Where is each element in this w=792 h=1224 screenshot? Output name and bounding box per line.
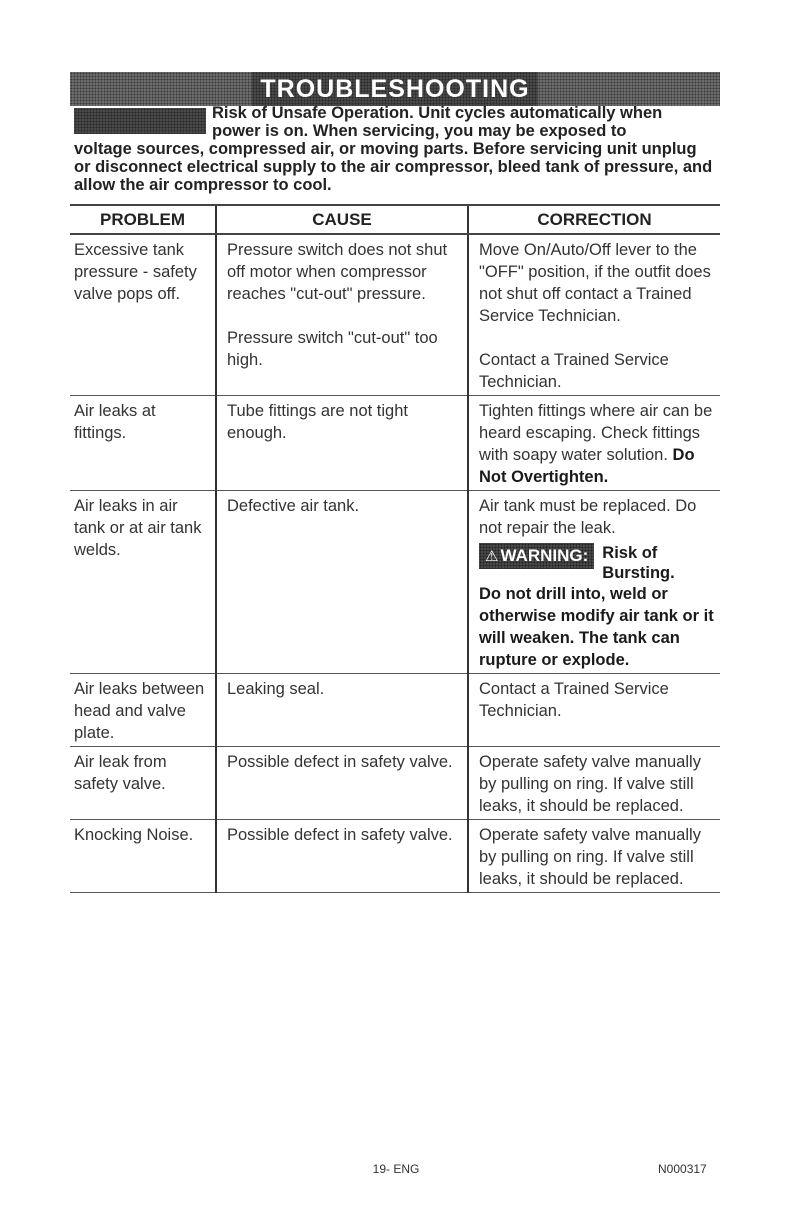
table-row	[70, 674, 720, 747]
intro-line-2: power is on. When servicing, you may be exposed to	[212, 122, 627, 140]
correction-cell: Contact a Trained Service Technician.	[468, 674, 720, 747]
correction-emphasis: Do Not Overtighten.	[479, 446, 695, 486]
warning-block	[479, 543, 716, 583]
problem-cell: Air leaks in air tank or at air tank welds.	[70, 491, 216, 674]
problem-cell: Air leaks at fittings.	[70, 396, 216, 491]
cause-text-secondary: Pressure switch "cut-out" too high.	[227, 329, 438, 369]
correction-text: Move On/Auto/Off lever to the "OFF" position, if the outfit does not shut off contact a Trained Service Technician.	[479, 241, 711, 325]
correction-cell	[468, 396, 720, 491]
warning-badge: ⚠ WARNING:	[479, 543, 594, 569]
cause-cell: Tube fittings are not tight enough.	[216, 396, 468, 491]
header-correction: CORRECTION	[468, 205, 720, 234]
section-title: TROUBLESHOOTING	[252, 72, 537, 106]
table-row	[70, 747, 720, 820]
correction-cell: Operate safety valve manually by pulling on ring. If valve still leaks, it should be replaced.	[468, 747, 720, 820]
correction-text: Tighten fittings where air can be heard escaping. Check fittings with soapy water solution.	[479, 402, 713, 464]
table-row	[70, 491, 720, 674]
document-code: N000317	[658, 1162, 707, 1176]
troubleshooting-table	[70, 204, 720, 893]
cause-cell	[216, 234, 468, 396]
cause-text: Pressure switch does not shut off motor when compressor reaches "cut-out" pressure.	[227, 241, 448, 303]
table-row	[70, 234, 720, 396]
warning-text: Do not drill into, weld or otherwise modify air tank or it will weaken. The tank can rupture or explode.	[479, 585, 714, 669]
problem-cell: Air leak from safety valve.	[70, 747, 216, 820]
cause-cell: Possible defect in safety valve.	[216, 747, 468, 820]
correction-cell: Operate safety valve manually by pulling on ring. If valve still leaks, it should be replaced.	[468, 820, 720, 893]
warning-triangle-icon: ⚠	[485, 548, 499, 565]
correction-text-secondary: Contact a Trained Service Technician.	[479, 351, 669, 391]
header-cause: CAUSE	[216, 205, 468, 234]
cause-cell: Leaking seal.	[216, 674, 468, 747]
table-row	[70, 820, 720, 893]
cause-cell: Possible defect in safety valve.	[216, 820, 468, 893]
intro-line-1: Risk of Unsafe Operation. Unit cycles automatically when	[212, 104, 663, 122]
header-problem: PROBLEM	[70, 205, 216, 234]
safety-intro	[74, 104, 714, 194]
page-number: 19- ENG	[372, 1162, 420, 1176]
problem-cell: Air leaks between head and valve plate.	[70, 674, 216, 747]
table-header-row	[70, 205, 720, 234]
cause-cell: Defective air tank.	[216, 491, 468, 674]
warning-title: Risk of Bursting.	[602, 544, 675, 582]
intro-rest: voltage sources, compressed air, or moving parts. Before servicing unit unplug or disconnect electrical supply to the air compressor, bleed tank of pressure, and allow the air compressor to cool.	[74, 140, 713, 194]
correction-text: Air tank must be replaced. Do not repair the leak.	[479, 497, 697, 537]
table-row	[70, 396, 720, 491]
section-banner	[70, 72, 720, 106]
correction-cell	[468, 234, 720, 396]
problem-cell: Excessive tank pressure - safety valve pops off.	[70, 234, 216, 396]
correction-cell	[468, 491, 720, 674]
problem-cell: Knocking Noise.	[70, 820, 216, 893]
